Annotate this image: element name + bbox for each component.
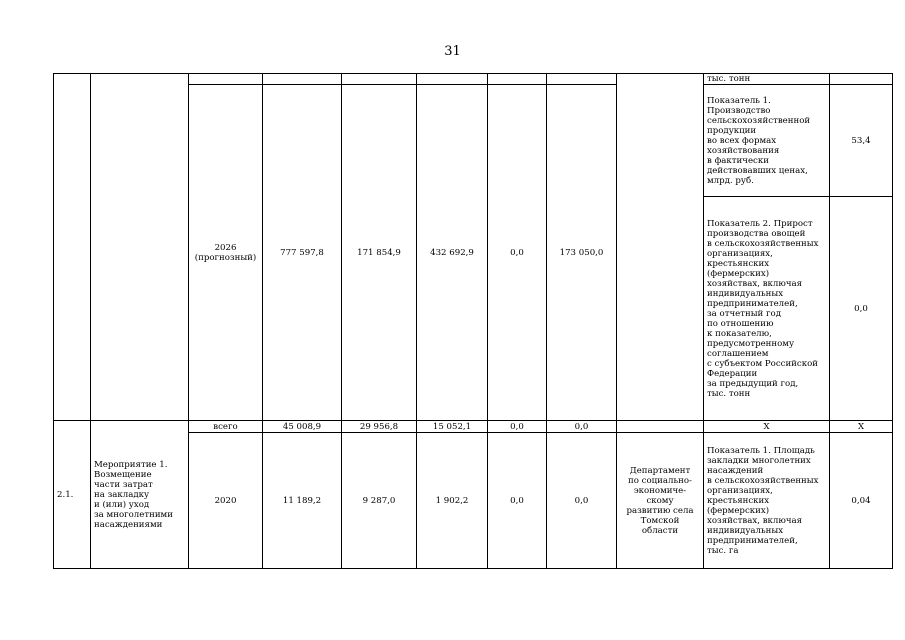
other-cell: [547, 74, 617, 85]
other-cell: 0,0: [547, 421, 617, 433]
federal-cell: 9 287,0: [342, 433, 417, 569]
other-cell: 173 050,0: [547, 85, 617, 421]
total-cell: 777 597,8: [263, 85, 342, 421]
table-row: [54, 74, 893, 85]
indicator-value: 53,4: [830, 85, 893, 197]
indicator-value-cell: [830, 74, 893, 85]
local-cell: 0,0: [488, 433, 547, 569]
local-cell: 0,0: [488, 85, 547, 421]
indicator-value: Х: [830, 421, 893, 433]
local-cell: [488, 74, 547, 85]
measure-name: Мероприятие 1. Возмещение части затрат на закладку и (или) уход за многолетними насаждениями: [91, 421, 189, 569]
executor-cell: [617, 74, 704, 421]
program-table: [53, 73, 893, 569]
indicator-text: Показатель 2. Прирост производства овощей в сельскохозяйственных организациях, крестьянских (фермерских) хозяйствах, включая индивидуальных предпринимателей, за отчетный год по отношению к показателю, предусмотренному соглашением с субъектом Российской Федерации за предыдущий год, тыс. тонн: [704, 197, 830, 421]
total-cell: 45 008,9: [263, 421, 342, 433]
year-cell: 2026 (прогнозный): [189, 85, 263, 421]
indicator-tail: тыс. тонн: [704, 74, 830, 85]
federal-cell: [342, 74, 417, 85]
row-number: 2.1.: [54, 421, 91, 569]
year-cell: всего: [189, 421, 263, 433]
row-number-cell: [54, 74, 91, 421]
indicator-value: 0,0: [830, 197, 893, 421]
total-cell: [263, 74, 342, 85]
indicator-text: Показатель 1. Площадь закладки многолетних насаждений в сельскохозяйственных организациях, крестьянских (фермерских) хозяйствах, включая индивидуальных предпринимателей, тыс. га: [704, 433, 830, 569]
indicator-text: Х: [704, 421, 830, 433]
total-cell: 11 189,2: [263, 433, 342, 569]
regional-cell: 432 692,9: [417, 85, 488, 421]
regional-cell: 15 052,1: [417, 421, 488, 433]
name-cell: [91, 74, 189, 421]
year-cell: [189, 74, 263, 85]
local-cell: 0,0: [488, 421, 547, 433]
executor: Департамент по социально- экономиче- скому развитию села Томской области: [617, 433, 704, 569]
year-cell: 2020: [189, 433, 263, 569]
executor-cell: [617, 421, 704, 433]
indicator-text: Показатель 1. Производство сельскохозяйственной продукции во всех формах хозяйствования в фактически действовавших ценах, млрд. руб.: [704, 85, 830, 197]
page-number: 31: [444, 44, 461, 59]
regional-cell: 1 902,2: [417, 433, 488, 569]
indicator-value: 0,04: [830, 433, 893, 569]
federal-cell: 171 854,9: [342, 85, 417, 421]
regional-cell: [417, 74, 488, 85]
other-cell: 0,0: [547, 433, 617, 569]
federal-cell: 29 956,8: [342, 421, 417, 433]
table-row: [54, 421, 893, 433]
